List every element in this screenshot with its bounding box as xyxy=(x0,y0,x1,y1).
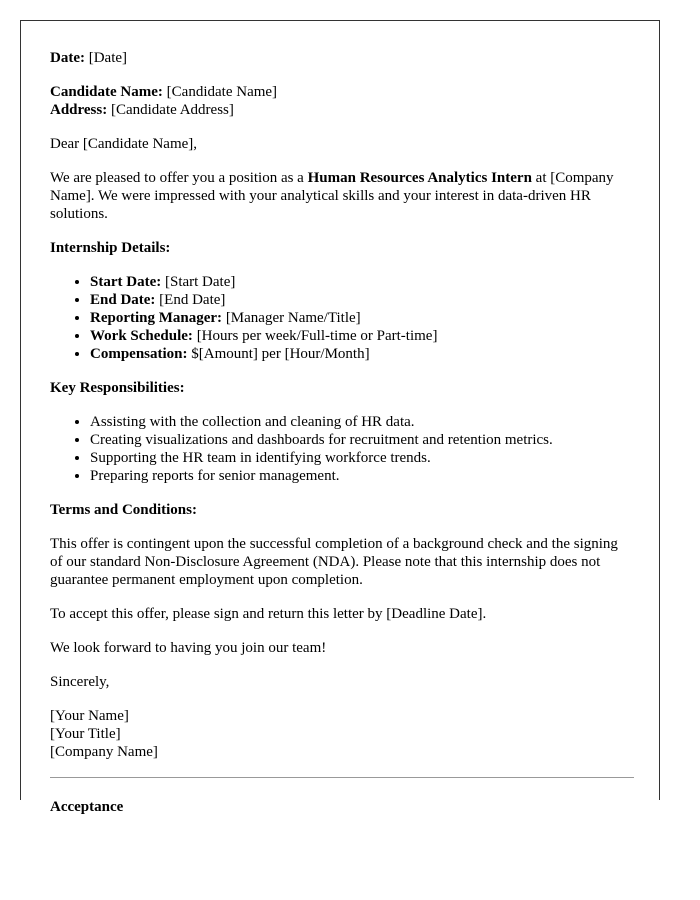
list-item: • Creating visualizations and dashboards for recruitment and retention metrics. xyxy=(90,431,634,449)
signature-company: [Company Name] xyxy=(50,744,158,760)
intro-paragraph xyxy=(50,169,634,223)
detail-value: [End Date] xyxy=(155,292,226,308)
accept-paragraph: To accept this offer, please sign and return this letter by [Deadline Date]. xyxy=(50,606,487,622)
detail-label: Start Date: xyxy=(90,274,162,290)
internship-details-heading: Internship Details: xyxy=(50,240,171,256)
internship-details-list xyxy=(50,273,634,363)
list-item: • Assisting with the collection and cleaning of HR data. xyxy=(90,413,634,431)
intro-text-end: at [Company Name]. We were impressed with your analytical skills and your interest in data-driven HR solutions. xyxy=(50,170,614,222)
list-item xyxy=(90,327,634,345)
list-item xyxy=(90,309,634,327)
detail-value: $[Amount] per [Hour/Month] xyxy=(187,346,370,362)
candidate-info xyxy=(50,83,634,119)
list-item xyxy=(90,345,634,363)
signature-title: [Your Title] xyxy=(50,726,121,742)
date-label: Date: xyxy=(50,50,85,66)
address-label: Address: xyxy=(50,102,108,118)
salutation: Dear [Candidate Name], xyxy=(50,136,198,152)
detail-label: Reporting Manager: xyxy=(90,310,223,326)
signature-block xyxy=(50,707,634,761)
detail-label: Compensation: xyxy=(90,346,188,362)
list-item xyxy=(90,273,634,291)
date-line xyxy=(50,49,634,67)
candidate-name-line xyxy=(50,83,634,101)
detail-label: Work Schedule: xyxy=(90,328,193,344)
acceptance-heading: Acceptance xyxy=(50,799,124,815)
list-item: • Supporting the HR team in identifying workforce trends. xyxy=(90,449,634,467)
address-line xyxy=(50,101,634,119)
detail-value: [Manager Name/Title] xyxy=(222,310,361,326)
letter-content xyxy=(50,49,634,832)
divider xyxy=(50,777,634,778)
terms-paragraph: This offer is contingent upon the successful completion of a background check and the signing of our standard Non-Disclosure Agreement (NDA). Please note that this internship does not guarantee permanent employment upon completion. xyxy=(50,536,618,588)
detail-label: End Date: xyxy=(90,292,156,308)
intro-position-title: Human Resources Analytics Intern xyxy=(307,170,532,186)
signature-name: [Your Name] xyxy=(50,708,129,724)
responsibilities-heading: Key Responsibilities: xyxy=(50,380,185,396)
date-value: [Date] xyxy=(88,50,128,66)
candidate-name-label: Candidate Name: xyxy=(50,84,163,100)
detail-value: [Hours per week/Full-time or Part-time] xyxy=(192,328,438,344)
address-value: [Candidate Address] xyxy=(110,102,234,118)
terms-heading: Terms and Conditions: xyxy=(50,502,197,518)
letter-page xyxy=(20,20,660,815)
responsibilities-list xyxy=(50,413,634,485)
look-forward-paragraph: We look forward to having you join our team! xyxy=(50,640,327,656)
list-item: • Preparing reports for senior management. xyxy=(90,467,634,485)
closing: Sincerely, xyxy=(50,674,110,690)
intro-text-start: We are pleased to offer you a position as a xyxy=(50,170,308,186)
list-item xyxy=(90,291,634,309)
detail-value: [Start Date] xyxy=(161,274,236,290)
candidate-name-value: [Candidate Name] xyxy=(166,84,278,100)
